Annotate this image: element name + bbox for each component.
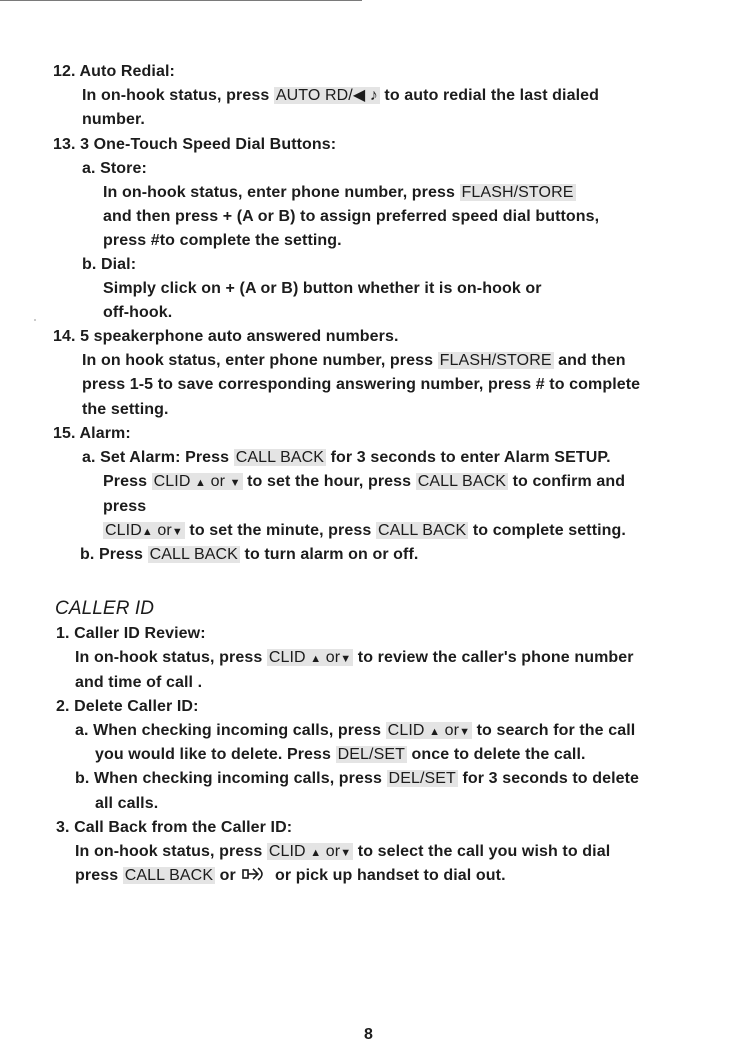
item-13-a-line-2: and then press + (A or B) to assign preferred speed dial buttons, — [103, 208, 600, 225]
flash-store-key: FLASH/STORE — [439, 352, 552, 369]
text: b. When checking incoming calls, press — [75, 770, 387, 787]
text: a. When checking incoming calls, press — [75, 722, 386, 739]
auto-redial-key: AUTO RD/◀ ♪ — [275, 87, 378, 104]
call-back-key: CALL BACK — [417, 473, 507, 490]
item-13-title: 13. 3 One-Touch Speed Dial Buttons: — [53, 136, 337, 153]
up-arrow-icon: ▲ — [310, 653, 322, 665]
del-set-key: DEL/SET — [337, 746, 405, 763]
text: In on-hook status, press — [75, 649, 267, 666]
item-14-title: 14. 5 speakerphone auto answered numbers. — [53, 328, 399, 345]
caller-id-2-a-line-1 — [75, 721, 635, 741]
item-15-a-line-1 — [82, 448, 611, 468]
item-15-a-line-4 — [103, 521, 626, 541]
item-12-title: 12. Auto Redial: — [53, 63, 175, 80]
text: to set the minute, press — [184, 522, 376, 539]
caller-id-2-title: 2. Delete Caller ID: — [56, 698, 199, 715]
text: to turn alarm on or off. — [239, 546, 419, 563]
item-14-line-2: press 1-5 to save corresponding answering number, press # to complete — [82, 376, 641, 393]
text: once to delete the call. — [407, 746, 586, 763]
item-12-line-2: number. — [82, 111, 145, 128]
clid-key — [386, 722, 472, 739]
item-15-a-line-2 — [103, 472, 625, 492]
caller-id-3-line-1 — [75, 842, 610, 862]
caller-id-1-line-1 — [75, 648, 634, 668]
text: for 3 seconds to delete — [457, 770, 640, 787]
text: to search for the call — [472, 722, 636, 739]
top-rule — [0, 0, 362, 1]
item-13-b-line-1: Simply click on + (A or B) button whether it is on-hook or — [103, 280, 542, 297]
caller-id-1-title: 1. Caller ID Review: — [56, 625, 206, 642]
clid-key — [103, 522, 185, 539]
text: or — [321, 649, 341, 666]
item-13-a-line-1 — [103, 183, 576, 203]
down-arrow-icon: ▼ — [171, 526, 183, 538]
call-back-key: CALL BACK — [149, 546, 238, 563]
text: to auto redial the last dialed — [379, 87, 600, 104]
clid-key — [267, 843, 353, 860]
text: or pick up handset to dial out. — [270, 867, 506, 884]
item-14-line-3: the setting. — [82, 401, 169, 418]
text: to select the call you wish to dial — [353, 843, 611, 860]
caller-id-2-a-line-2 — [95, 745, 586, 765]
down-arrow-icon: ▼ — [459, 726, 471, 738]
caller-id-3-title: 3. Call Back from the Caller ID: — [56, 819, 293, 836]
text: to confirm and — [508, 473, 626, 490]
text: or — [321, 843, 341, 860]
item-13-b-line-2: off-hook. — [103, 304, 173, 321]
call-back-key: CALL BACK — [124, 867, 214, 884]
item-13-a-title: a. Store: — [82, 160, 147, 177]
clid-key — [267, 649, 353, 666]
caller-id-3-line-2 — [75, 866, 506, 886]
caller-id-2-b-line-1 — [75, 769, 639, 789]
text: In on-hook status, press — [75, 843, 267, 860]
text: to complete setting. — [468, 522, 626, 539]
caller-id-2-b-line-2: all calls. — [95, 795, 159, 812]
up-arrow-icon: ▲ — [310, 847, 322, 859]
call-back-key: CALL BACK — [377, 522, 467, 539]
down-arrow-icon: ▼ — [229, 477, 241, 489]
down-arrow-icon: ▼ — [340, 847, 352, 859]
key-label: CLID — [105, 522, 142, 539]
item-14-line-1 — [82, 351, 626, 371]
item-15-title: 15. Alarm: — [53, 425, 131, 442]
key-label: CLID — [268, 843, 311, 860]
handset-icon — [242, 866, 268, 882]
item-13-b-title: b. Dial: — [82, 256, 137, 273]
text: or — [440, 722, 460, 739]
text: a. Set Alarm: Press — [82, 449, 234, 466]
up-arrow-icon: ▲ — [429, 726, 441, 738]
up-arrow-icon: ▲ — [195, 477, 207, 489]
caller-id-1-line-2: and time of call . — [75, 674, 203, 691]
section-heading: CALLER ID — [55, 598, 155, 619]
text: for 3 seconds to enter Alarm SETUP. — [326, 449, 611, 466]
call-back-key: CALL BACK — [235, 449, 325, 466]
flash-store-key: FLASH/STORE — [461, 184, 574, 201]
key-label: CLID — [268, 649, 311, 666]
scan-speck — [34, 319, 36, 321]
text: to review the caller's phone number — [353, 649, 634, 666]
text: b. Press — [80, 546, 148, 563]
text: or — [215, 867, 241, 884]
text: In on-hook status, enter phone number, press — [103, 184, 460, 201]
down-arrow-icon: ▼ — [340, 653, 352, 665]
item-12-line-1 — [82, 86, 599, 106]
up-arrow-icon: ▲ — [141, 526, 153, 538]
key-label: CLID — [153, 473, 196, 490]
clid-key — [152, 473, 243, 490]
text: press — [75, 867, 123, 884]
item-15-a-line-3: press — [103, 498, 147, 515]
page-number: 8 — [364, 1026, 373, 1043]
text: and then — [553, 352, 626, 369]
text: to set the hour, press — [242, 473, 416, 490]
text: or — [152, 522, 172, 539]
item-13-a-line-3: press #to complete the setting. — [103, 232, 342, 249]
text: Press — [103, 473, 152, 490]
text: In on-hook status, press — [82, 87, 274, 104]
text: or — [206, 473, 230, 490]
text: In on hook status, enter phone number, press — [82, 352, 438, 369]
key-label: CLID — [387, 722, 430, 739]
del-set-key: DEL/SET — [388, 770, 456, 787]
item-15-b-line-1 — [80, 545, 418, 565]
text: you would like to delete. Press — [95, 746, 336, 763]
